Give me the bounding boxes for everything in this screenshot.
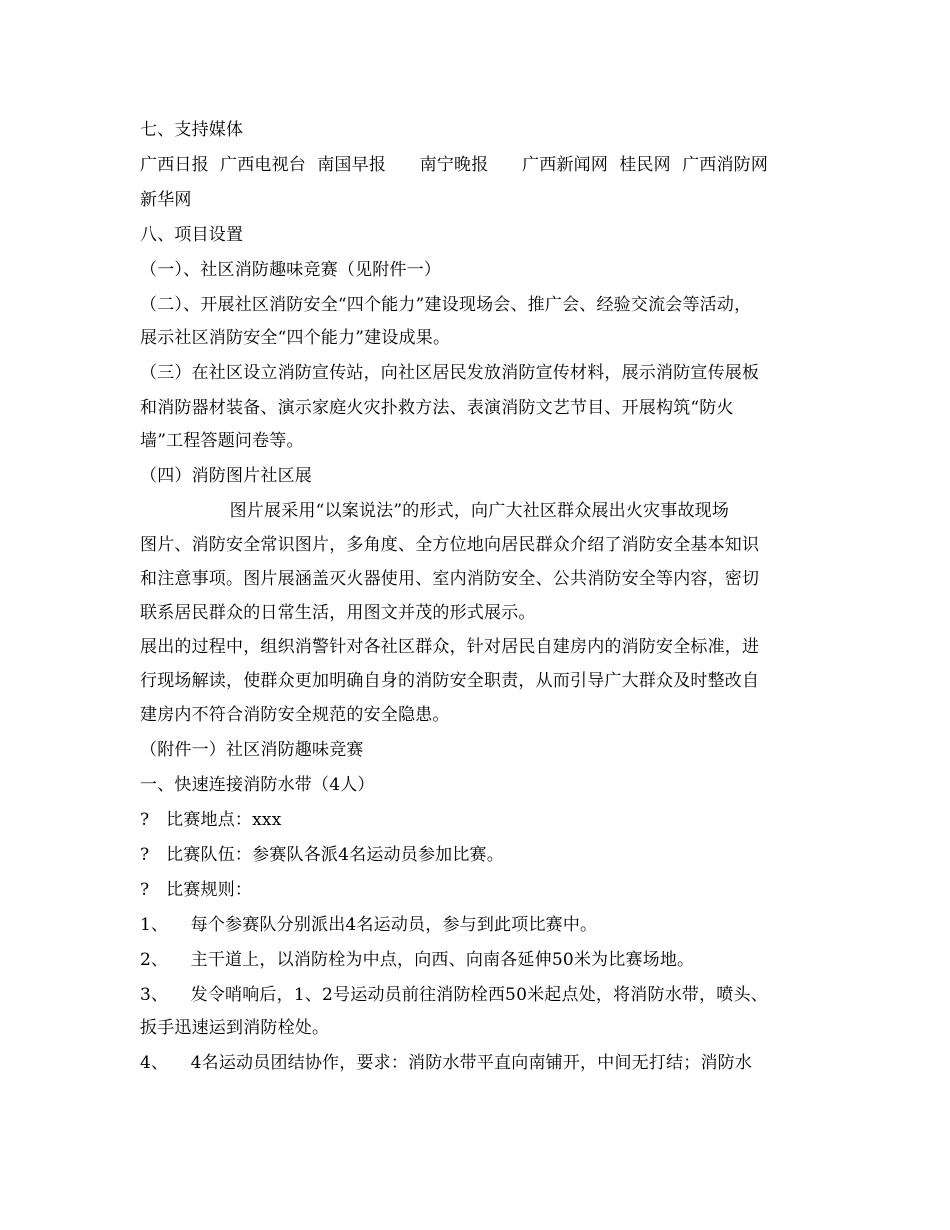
section-heading-projects: 八、项目设置 [140, 225, 244, 245]
bullet-item: ? 比赛地点：xxx [140, 810, 282, 830]
paragraph-line: 和注意事项。图片展涵盖灭火器使用、室内消防安全、公共消防安全等内容，密切 [140, 569, 760, 589]
project-item-continuation: 展示社区消防安全“四个能力”建设成果。 [140, 328, 451, 348]
project-item: （四）消防图片社区展 [140, 466, 312, 486]
numbered-rule: 2、 主干道上，以消防栓为中点，向西、向南各延伸50米为比赛场地。 [140, 950, 695, 970]
project-item: （二）、开展社区消防安全“四个能力”建设现场会、推广会、经验交流会等活动， [140, 295, 752, 315]
project-item-continuation: 墙”工程答题问卷等。 [140, 431, 304, 451]
paragraph-line: 展出的过程中，组织消警针对各社区群众，针对居民自建房内的消防安全标准，进 [140, 637, 760, 657]
bullet-item: ? 比赛队伍：参赛队各派4名运动员参加比赛。 [140, 845, 504, 865]
media-list-line: 新华网 [140, 190, 192, 210]
paragraph-line: 建房内不符合消防安全规范的安全隐患。 [140, 705, 450, 725]
paragraph-line: 联系居民群众的日常生活，用图文并茂的形式展示。 [140, 603, 536, 623]
project-item: （三）在社区设立消防宣传站，向社区居民发放消防宣传材料，展示消防宣传展板 [140, 363, 760, 383]
paragraph-line: 图片、消防安全常识图片，多角度、全方位地向居民群众介绍了消防安全基本知识 [140, 535, 760, 555]
numbered-rule: 1、 每个参赛队分别派出4名运动员，参与到此项比赛中。 [140, 915, 598, 935]
numbered-rule: 4、 4名运动员团结协作，要求：消防水带平直向南铺开，中间无打结；消防水 [140, 1053, 753, 1073]
project-item: （一）、社区消防趣味竞赛（见附件一） [140, 260, 442, 280]
media-list-line: 广西日报 广西电视台 南国早报 南宁晚报 广西新闻网 桂民网 广西消防网 [140, 155, 769, 175]
numbered-rule-continuation: 扳手迅速运到消防栓处。 [140, 1018, 330, 1038]
appendix-heading: （附件一）社区消防趣味竞赛 [140, 740, 364, 760]
appendix-subheading: 一、快速连接消防水带（4人） [140, 775, 375, 795]
bullet-item: ? 比赛规则： [140, 880, 253, 900]
section-heading-media: 七、支持媒体 [140, 120, 244, 140]
paragraph-line: 图片展采用“以案说法”的形式，向广大社区群众展出火灾事故现场 [140, 501, 730, 521]
numbered-rule: 3、 发令哨响后，1、2号运动员前往消防栓西50米起点处，将消防水带，喷头、 [140, 985, 768, 1005]
project-item-continuation: 和消防器材装备、演示家庭火灾扑救方法、表演消防文艺节目、开展构筑“防火 [140, 398, 734, 418]
paragraph-line: 行现场解读，使群众更加明确自身的消防安全职责，从而引导广大群众及时整改自 [140, 671, 760, 691]
